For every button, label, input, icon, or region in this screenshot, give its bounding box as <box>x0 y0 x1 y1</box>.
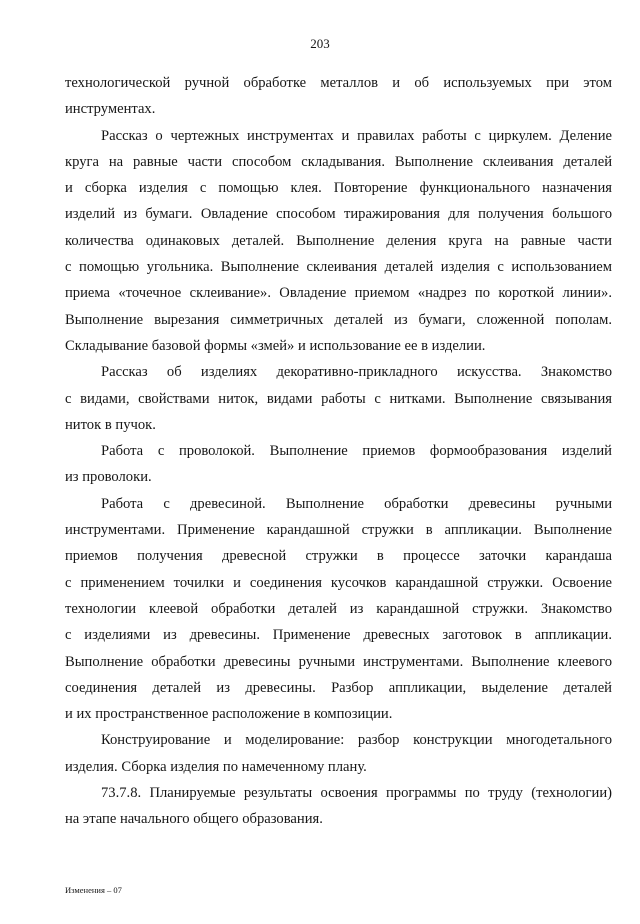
text-line: приемов получения древесной стружки в процессе заточки карандаша <box>65 548 612 565</box>
body-text <box>65 70 612 833</box>
text-line: Работа с древесиной. Выполнение обработки древесины ручными <box>101 495 612 512</box>
text-line: круга на равные части способом складывания. Выполнение склеивания деталей <box>65 153 612 170</box>
text-line: с помощью угольника. Выполнение склеивания деталей изделия с использованием <box>65 259 612 276</box>
paragraph <box>65 727 612 780</box>
paragraph <box>65 491 612 728</box>
paragraph <box>65 359 612 438</box>
footer-note: Изменения – 07 <box>65 885 122 895</box>
text-line: соединения деталей из древесины. Разбор аппликации, выделение деталей <box>65 679 612 696</box>
paragraph <box>65 70 612 123</box>
text-line: 73.7.8. Планируемые результаты освоения программы по труду (технологии) <box>101 785 612 802</box>
text-line: количества одинаковых деталей. Выполнение деления круга на равные части <box>65 232 612 249</box>
text-line: Конструирование и моделирование: разбор конструкции многодетального <box>101 732 612 749</box>
page-number: 203 <box>310 36 330 51</box>
text-line: с изделиями из древесины. Применение древесных заготовок в аппликации. <box>65 627 612 644</box>
text-line: с применением точилки и соединения кусочков карандашной стружки. Освоение <box>65 574 612 591</box>
text-line: Рассказ о чертежных инструментах и правилах работы с циркулем. Деление <box>101 127 612 144</box>
text-line: Работа с проволокой. Выполнение приемов формообразования изделий <box>101 443 612 460</box>
text-line: инструментами. Применение карандашной стружки в аппликации. Выполнение <box>65 522 612 539</box>
text-line: инструментах. <box>65 101 156 118</box>
text-line: Рассказ об изделиях декоративно-прикладного искусства. Знакомство <box>101 364 612 381</box>
paragraph <box>65 780 612 833</box>
text-line: Складывание базовой формы «змей» и использование ее в изделии. <box>65 337 486 354</box>
text-line: технологической ручной обработке металлов и об используемых при этом <box>65 75 612 91</box>
text-line: технологии клеевой обработки деталей из карандашной стружки. Знакомство <box>65 600 612 617</box>
text-line: Выполнение вырезания симметричных деталей из бумаги, сложенной пополам. <box>65 311 612 328</box>
text-line: изделий из бумаги. Овладение способом тиражирования для получения большого <box>65 206 612 223</box>
paragraph <box>65 123 612 360</box>
text-line: и их пространственное расположение в композиции. <box>65 706 393 723</box>
text-line: ниток в пучок. <box>65 416 156 433</box>
text-line: изделия. Сборка изделия по намеченному плану. <box>65 758 367 775</box>
text-line: Выполнение обработки древесины ручными инструментами. Выполнение клеевого <box>65 653 612 670</box>
text-line: приема «точечное склеивание». Овладение приемом «надрез по короткой линии». <box>65 285 612 302</box>
paragraph <box>65 438 612 491</box>
text-line: из проволоки. <box>65 469 152 486</box>
text-line: и сборка изделия с помощью клея. Повторение функционального назначения <box>65 180 612 197</box>
text-line: на этапе начального общего образования. <box>65 811 323 828</box>
text-line: с видами, свойствами ниток, видами работы с нитками. Выполнение связывания <box>65 390 612 407</box>
